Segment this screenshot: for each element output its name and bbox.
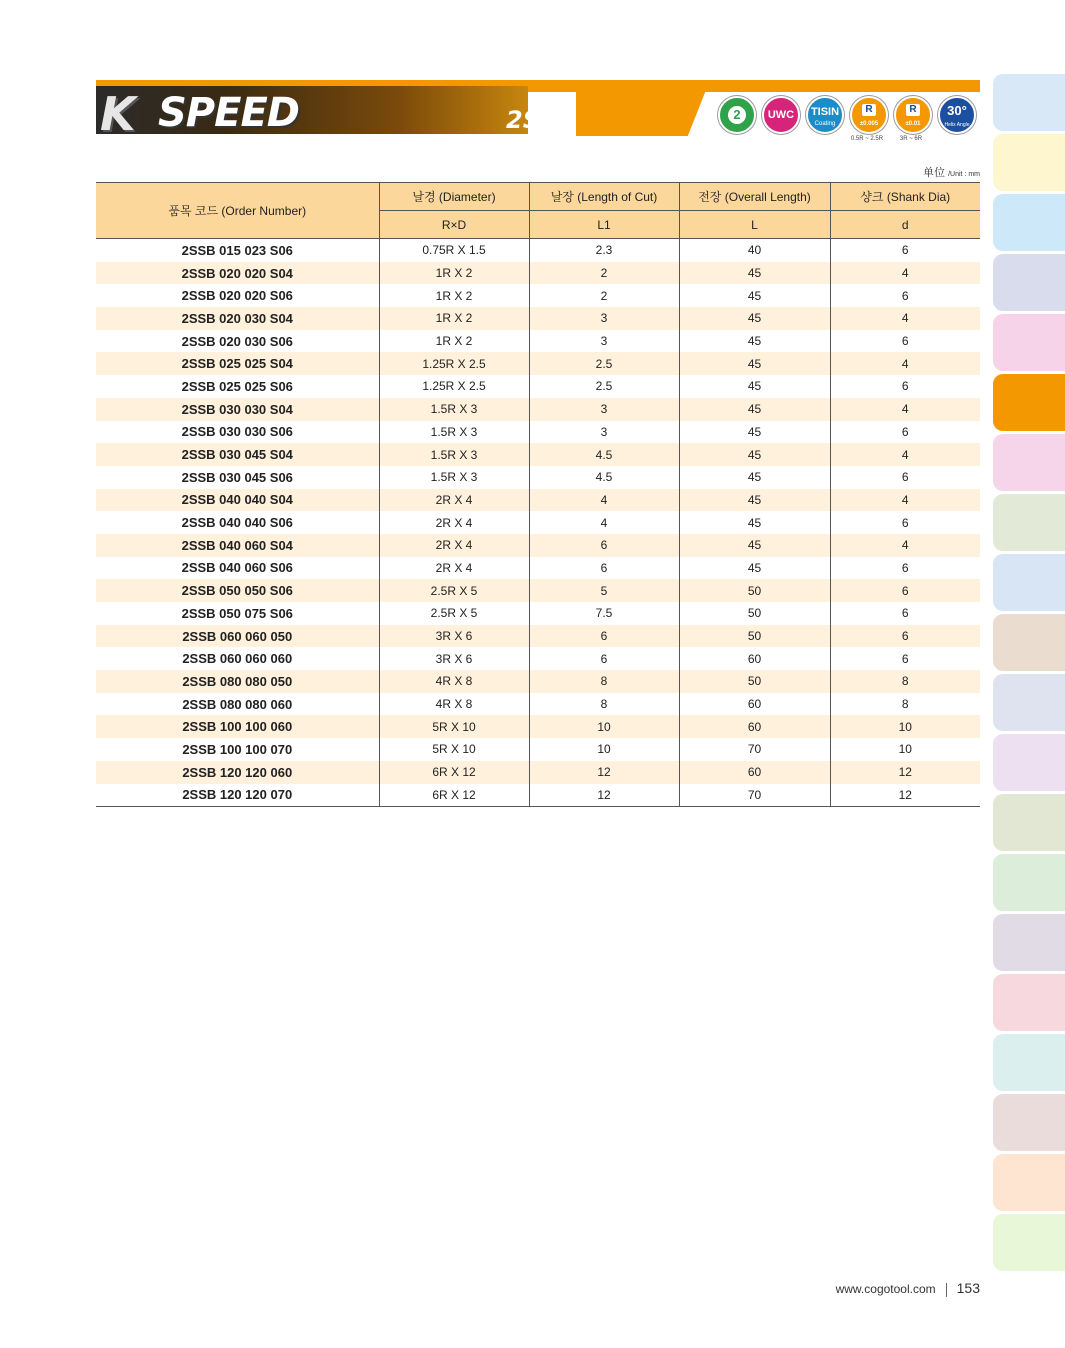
section-tab[interactable] xyxy=(993,854,1065,911)
table-row xyxy=(96,466,980,489)
diameter-cell: 3R X 6 xyxy=(379,647,529,670)
length-of-cut-cell: 8 xyxy=(529,693,679,716)
section-tab[interactable] xyxy=(993,494,1065,551)
diameter-cell: 1.5R X 3 xyxy=(379,398,529,421)
header-order-number: 품목 코드 (Order Number) xyxy=(96,183,379,239)
header-overall-symbol: L xyxy=(679,211,830,239)
shank-dia-cell: 8 xyxy=(830,670,980,693)
section-tab[interactable] xyxy=(993,74,1065,131)
table-row xyxy=(96,670,980,693)
length-of-cut-cell: 6 xyxy=(529,534,679,557)
diameter-cell: 4R X 8 xyxy=(379,670,529,693)
length-of-cut-cell: 2 xyxy=(529,262,679,285)
spec-table xyxy=(96,182,980,807)
shank-dia-cell: 6 xyxy=(830,579,980,602)
order-number-cell: 2SSB 020 020 S06 xyxy=(96,284,379,307)
diameter-cell: 1R X 2 xyxy=(379,307,529,330)
shank-dia-cell: 6 xyxy=(901,243,909,258)
section-tab-strip xyxy=(993,74,1065,1274)
table-row xyxy=(96,557,980,580)
shank-dia-cell: 6 xyxy=(901,515,909,530)
overall-length-cell: 45 xyxy=(679,466,830,489)
order-number-cell: 2SSB 030 045 S06 xyxy=(96,466,379,489)
overall-length-cell: 45 xyxy=(679,262,830,285)
header-shank-symbol: d xyxy=(830,211,980,239)
table-row xyxy=(96,262,980,285)
overall-length-cell: 45 xyxy=(679,443,830,466)
diameter-cell: 2.5R X 5 xyxy=(379,602,529,625)
order-number-cell: 2SSB 040 060 S04 xyxy=(96,534,379,557)
radius-range-caption-1: 0.5R ~ 2.5R xyxy=(850,136,884,142)
order-number-cell: 2SSB 060 060 060 xyxy=(96,647,379,670)
header-length-of-cut: 날장 (Length of Cut) xyxy=(529,183,679,211)
shank-dia-cell: 12 xyxy=(830,761,980,784)
overall-length-cell: 45 xyxy=(679,330,830,353)
length-of-cut-cell: 2.3 xyxy=(529,239,679,262)
length-of-cut-cell: 4 xyxy=(529,511,679,534)
shank-dia-cell: 6 xyxy=(901,424,909,439)
section-tab[interactable] xyxy=(993,554,1065,611)
table-row xyxy=(96,330,980,353)
shank-dia-cell: 6 xyxy=(901,470,909,485)
diameter-cell: 2R X 4 xyxy=(379,534,529,557)
diameter-cell: 5R X 10 xyxy=(379,738,529,761)
page-number: 153 xyxy=(956,1280,980,1296)
order-number-cell: 2SSB 020 020 S04 xyxy=(96,262,379,285)
length-of-cut-cell: 4.5 xyxy=(529,466,679,489)
diameter-cell: 1.5R X 3 xyxy=(379,421,529,444)
diameter-cell: 3R X 6 xyxy=(379,625,529,648)
overall-length-cell: 60 xyxy=(679,647,830,670)
shank-dia-cell: 6 xyxy=(830,625,980,648)
shank-dia-cell: 4 xyxy=(830,443,980,466)
order-number-cell: 2SSB 025 025 S06 xyxy=(96,375,379,398)
overall-length-cell: 70 xyxy=(679,784,830,807)
table-row xyxy=(96,307,980,330)
section-tab[interactable] xyxy=(993,194,1065,251)
table-row xyxy=(96,784,980,807)
shank-dia-cell: 12 xyxy=(830,784,980,807)
overall-length-cell: 50 xyxy=(679,625,830,648)
model-title: 2SSB xyxy=(506,106,575,134)
shank-dia-cell: 6 xyxy=(901,606,909,621)
shank-dia-cell: 4 xyxy=(830,398,980,421)
page-header xyxy=(96,80,980,142)
length-of-cut-cell: 10 xyxy=(529,738,679,761)
order-number-cell: 2SSB 030 030 S06 xyxy=(96,421,379,444)
section-tab[interactable] xyxy=(993,254,1065,311)
header-diameter: 날경 (Diameter) xyxy=(379,183,529,211)
page-footer xyxy=(780,1280,980,1298)
diameter-cell: 1.5R X 3 xyxy=(379,466,529,489)
length-of-cut-cell: 6 xyxy=(529,647,679,670)
footer-url[interactable]: www.cogotool.com xyxy=(835,1282,936,1296)
length-of-cut-cell: 10 xyxy=(529,715,679,738)
brand-logo-speed: SPEED xyxy=(158,90,299,136)
order-number-cell: 2SSB 040 060 S06 xyxy=(96,557,379,580)
overall-length-cell: 45 xyxy=(679,489,830,512)
section-tab[interactable] xyxy=(993,1214,1065,1271)
section-tab[interactable] xyxy=(993,794,1065,851)
overall-length-cell: 60 xyxy=(679,715,830,738)
section-tab[interactable] xyxy=(993,614,1065,671)
section-tab[interactable] xyxy=(993,1094,1065,1151)
section-tab[interactable] xyxy=(993,734,1065,791)
diameter-cell: 5R X 10 xyxy=(379,715,529,738)
section-tab[interactable] xyxy=(993,974,1065,1031)
section-tab[interactable] xyxy=(993,1154,1065,1211)
order-number-cell: 2SSB 030 030 S04 xyxy=(96,398,379,421)
length-of-cut-cell: 3 xyxy=(529,421,679,444)
length-of-cut-cell: 4.5 xyxy=(529,443,679,466)
shank-dia-cell: 8 xyxy=(901,697,909,712)
length-of-cut-cell: 3 xyxy=(529,398,679,421)
table-row xyxy=(96,352,980,375)
length-of-cut-cell: 12 xyxy=(529,784,679,807)
radius-range-caption-2: 3R ~ 6R xyxy=(899,136,923,142)
length-of-cut-cell: 4 xyxy=(529,489,679,512)
helix-badge: 30° Helix Angle xyxy=(938,96,976,134)
table-row xyxy=(96,375,980,398)
shank-dia-cell: 10 xyxy=(830,715,980,738)
order-number-cell: 2SSB 050 050 S06 xyxy=(96,579,379,602)
section-tab[interactable] xyxy=(993,914,1065,971)
tisin-badge: TISIN Coating xyxy=(806,96,844,134)
radius-tolerance-badge-1: R ±0.005 xyxy=(850,96,888,134)
diameter-cell: 1.25R X 2.5 xyxy=(379,375,529,398)
overall-length-cell: 45 xyxy=(679,534,830,557)
table-row xyxy=(96,489,980,512)
header-shank-dia: 샹크 (Shank Dia) xyxy=(830,183,980,211)
diameter-cell: 6R X 12 xyxy=(379,784,529,807)
diameter-cell: 1R X 2 xyxy=(379,330,529,353)
order-number-cell: 2SSB 060 060 050 xyxy=(96,625,379,648)
table-row xyxy=(96,511,980,534)
diameter-cell: 1R X 2 xyxy=(379,262,529,285)
overall-length-cell: 45 xyxy=(679,511,830,534)
order-number-cell: 2SSB 040 040 S04 xyxy=(96,489,379,512)
unit-label: 单位 /Unit : mm xyxy=(923,167,980,179)
order-number-cell: 2SSB 030 045 S04 xyxy=(96,443,379,466)
length-of-cut-cell: 6 xyxy=(529,557,679,580)
order-number-cell: 2SSB 050 075 S06 xyxy=(96,602,379,625)
order-number-cell: 2SSB 080 080 050 xyxy=(96,670,379,693)
length-of-cut-cell: 2.5 xyxy=(529,352,679,375)
table-row xyxy=(96,398,980,421)
radius-tolerance-badge-2: R ±0.01 xyxy=(894,96,932,134)
diameter-cell: 1.5R X 3 xyxy=(379,443,529,466)
diameter-cell: 1.25R X 2.5 xyxy=(379,352,529,375)
section-tab-active[interactable] xyxy=(993,374,1065,431)
shank-dia-cell: 6 xyxy=(901,288,909,303)
overall-length-cell: 50 xyxy=(679,670,830,693)
section-tab[interactable] xyxy=(993,674,1065,731)
section-tab[interactable] xyxy=(993,1034,1065,1091)
diameter-cell: 2R X 4 xyxy=(379,557,529,580)
length-of-cut-cell: 8 xyxy=(529,670,679,693)
table-row xyxy=(96,738,980,761)
table-row xyxy=(96,625,980,648)
header-loc-symbol: L1 xyxy=(529,211,679,239)
order-number-cell: 2SSB 040 040 S06 xyxy=(96,511,379,534)
header-overall-length: 전장 (Overall Length) xyxy=(679,183,830,211)
overall-length-cell: 45 xyxy=(679,375,830,398)
table-row xyxy=(96,602,980,625)
order-number-cell: 2SSB 020 030 S06 xyxy=(96,330,379,353)
diameter-cell: 1R X 2 xyxy=(379,284,529,307)
flute-count-badge: 2 xyxy=(718,96,756,134)
shank-dia-cell: 6 xyxy=(901,560,909,575)
diameter-cell: 2R X 4 xyxy=(379,511,529,534)
table-row xyxy=(96,284,980,307)
order-number-cell: 2SSB 020 030 S04 xyxy=(96,307,379,330)
shank-dia-cell: 6 xyxy=(901,651,909,666)
order-number-cell: 2SSB 100 100 070 xyxy=(96,738,379,761)
length-of-cut-cell: 3 xyxy=(529,307,679,330)
length-of-cut-cell: 3 xyxy=(529,330,679,353)
table-row xyxy=(96,579,980,602)
section-tab[interactable] xyxy=(993,434,1065,491)
length-of-cut-cell: 7.5 xyxy=(529,602,679,625)
table-row xyxy=(96,647,980,670)
table-row xyxy=(96,715,980,738)
shank-dia-cell: 10 xyxy=(898,742,912,757)
section-tab[interactable] xyxy=(993,134,1065,191)
shank-dia-cell: 4 xyxy=(830,534,980,557)
spec-table-body xyxy=(96,239,980,807)
overall-length-cell: 50 xyxy=(679,579,830,602)
shank-dia-cell: 4 xyxy=(830,352,980,375)
order-number-cell: 2SSB 025 025 S04 xyxy=(96,352,379,375)
overall-length-cell: 60 xyxy=(679,693,830,716)
feature-badges xyxy=(718,96,980,144)
order-number-cell: 2SSB 120 120 060 xyxy=(96,761,379,784)
table-row xyxy=(96,534,980,557)
length-of-cut-cell: 6 xyxy=(529,625,679,648)
overall-length-cell: 45 xyxy=(679,307,830,330)
overall-length-cell: 40 xyxy=(679,239,830,262)
table-row xyxy=(96,443,980,466)
overall-length-cell: 45 xyxy=(679,421,830,444)
table-row xyxy=(96,421,980,444)
shank-dia-cell: 4 xyxy=(830,489,980,512)
diameter-cell: 6R X 12 xyxy=(379,761,529,784)
overall-length-cell: 50 xyxy=(679,602,830,625)
shank-dia-cell: 4 xyxy=(830,307,980,330)
section-tab[interactable] xyxy=(993,314,1065,371)
diameter-cell: 0.75R X 1.5 xyxy=(379,239,529,262)
overall-length-cell: 60 xyxy=(679,761,830,784)
length-of-cut-cell: 2.5 xyxy=(529,375,679,398)
diameter-cell: 2.5R X 5 xyxy=(379,579,529,602)
uwc-badge: UWC xyxy=(762,96,800,134)
shank-dia-cell: 6 xyxy=(901,379,909,394)
order-number-cell: 2SSB 120 120 070 xyxy=(96,784,379,807)
brand-logo-k: K xyxy=(100,87,136,141)
overall-length-cell: 45 xyxy=(679,557,830,580)
shank-dia-cell: 6 xyxy=(901,334,909,349)
footer-divider xyxy=(946,1283,947,1297)
overall-length-cell: 45 xyxy=(679,352,830,375)
order-number-cell: 2SSB 080 080 060 xyxy=(96,693,379,716)
shank-dia-cell: 4 xyxy=(830,262,980,285)
order-number-cell: 2SSB 015 023 S06 xyxy=(96,239,379,262)
table-row xyxy=(96,239,980,262)
diameter-cell: 2R X 4 xyxy=(379,489,529,512)
overall-length-cell: 45 xyxy=(679,398,830,421)
header-diameter-symbol: R×D xyxy=(379,211,529,239)
table-row xyxy=(96,693,980,716)
overall-length-cell: 45 xyxy=(679,284,830,307)
overall-length-cell: 70 xyxy=(679,738,830,761)
diameter-cell: 4R X 8 xyxy=(379,693,529,716)
order-number-cell: 2SSB 100 100 060 xyxy=(96,715,379,738)
table-row xyxy=(96,761,980,784)
brand-bar xyxy=(96,86,528,141)
length-of-cut-cell: 5 xyxy=(529,579,679,602)
length-of-cut-cell: 12 xyxy=(529,761,679,784)
length-of-cut-cell: 2 xyxy=(529,284,679,307)
